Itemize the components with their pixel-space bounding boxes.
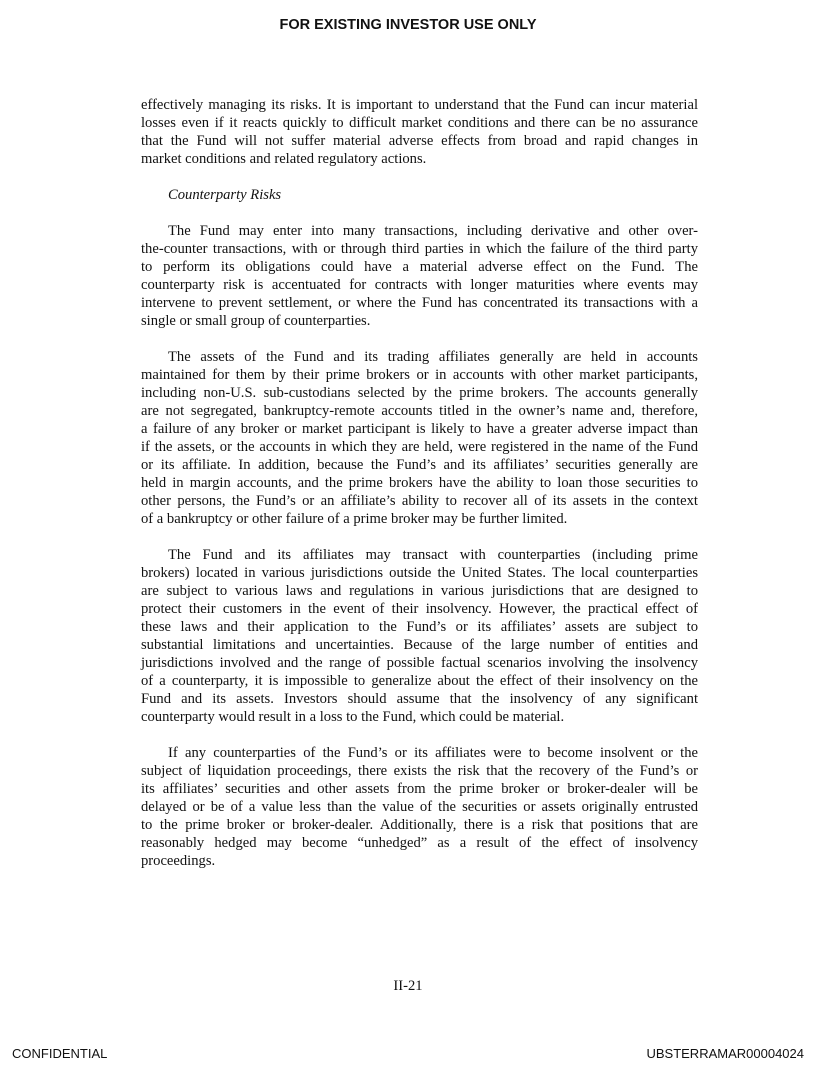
- text-line: The assets of the Fund and its trading affiliates generally are held in accounts: [168, 349, 698, 365]
- text-line: to perform its obligations could have a material adverse effect on the Fund. The: [141, 259, 698, 275]
- text-line: held in margin accounts, and the prime brokers have the ability to loan those securities to: [141, 475, 698, 491]
- paragraph: [141, 96, 698, 168]
- text-line: other persons, the Fund’s or an affiliate’s ability to recover all of its assets in the context: [141, 493, 698, 509]
- text-line: intervene to prevent settlement, or where the Fund has concentrated its transactions with a: [141, 295, 698, 311]
- text-line: losses even if it reacts quickly to difficult market conditions and there can be no assurance: [141, 115, 698, 131]
- paragraph: [141, 546, 698, 726]
- text-line: If any counterparties of the Fund’s or its affiliates were to become insolvent or the: [168, 745, 698, 761]
- paragraph: [141, 348, 698, 528]
- text-line: of a counterparty, it is impossible to generalize about the effect of their insolvency on the: [141, 673, 698, 689]
- text-line: counterparty risk is accentuated for contracts with longer maturities where events may: [141, 277, 698, 293]
- text-line: brokers) located in various jurisdictions outside the United States. The local counterparties: [141, 565, 698, 581]
- text-line: market conditions and related regulatory actions.: [141, 151, 427, 167]
- text-line: proceedings.: [141, 853, 216, 869]
- text-line: are subject to various laws and regulations in various jurisdictions that are designed to: [141, 583, 698, 599]
- text-line: its affiliates’ securities and other assets from the prime broker or broker-dealer will be: [141, 781, 698, 797]
- text-line: of a bankruptcy or other failure of a prime broker may be further limited.: [141, 511, 568, 527]
- text-line: maintained for them by their prime brokers or in accounts with other market participants,: [141, 367, 698, 383]
- text-line: these laws and their application to the Fund’s or its affiliates’ assets are subject to: [141, 619, 698, 635]
- text-line: to the prime broker or broker-dealer. Additionally, there is a risk that positions that are: [141, 817, 698, 833]
- text-line: jurisdictions involved and the range of possible factual scenarios involving the insolvency: [141, 655, 698, 671]
- text-line: The Fund may enter into many transactions, including derivative and other over-: [168, 223, 698, 239]
- text-line: protect their customers in the event of their insolvency. However, the practical effect of: [141, 601, 698, 617]
- paragraph: [141, 744, 698, 870]
- text-line: are not segregated, bankruptcy-remote accounts titled in the owner’s name and, therefore,: [141, 403, 698, 419]
- text-line: substantial limitations and uncertainties. Because of the large number of entities and: [141, 637, 698, 653]
- text-line: Fund and its assets. Investors should assume that the insolvency of any significant: [141, 691, 698, 707]
- text-line: subject of liquidation proceedings, there exists the risk that the recovery of the Fund’s or: [141, 763, 698, 779]
- confidential-label: CONFIDENTIAL: [12, 1046, 108, 1061]
- text-line: reasonably hedged may become “unhedged” as a result of the effect of insolvency: [141, 835, 698, 851]
- text-line: the-counter transactions, with or through third parties in which the failure of the third party: [141, 241, 698, 257]
- text-line: single or small group of counterparties.: [141, 313, 371, 329]
- text-line: if the assets, or the accounts in which they are held, were registered in the name of the Fund: [141, 439, 698, 455]
- text-line: delayed or be of a value less than the value of the securities or assets originally entrusted: [141, 799, 698, 815]
- page-header: FOR EXISTING INVESTOR USE ONLY: [279, 17, 537, 33]
- section-heading: Counterparty Risks: [168, 187, 282, 203]
- text-line: counterparty would result in a loss to the Fund, which could be material.: [141, 709, 565, 725]
- page-number: II-21: [393, 978, 423, 994]
- text-line: that the Fund will not suffer material adverse effects from broad and rapid changes in: [141, 133, 698, 149]
- document-body: [141, 96, 698, 888]
- text-line: effectively managing its risks. It is important to understand that the Fund can incur material: [141, 97, 698, 113]
- paragraph: [141, 222, 698, 330]
- text-line: a failure of any broker or market participant is likely to have a greater adverse impact than: [141, 421, 698, 437]
- bates-number: UBSTERRAMAR00004024: [646, 1046, 804, 1061]
- text-line: The Fund and its affiliates may transact with counterparties (including prime: [168, 547, 698, 563]
- text-line: or its affiliate. In addition, because the Fund’s and its affiliates’ securities generally are: [141, 457, 698, 473]
- text-line: including non-U.S. sub-custodians selected by the prime brokers. The accounts generally: [141, 385, 698, 401]
